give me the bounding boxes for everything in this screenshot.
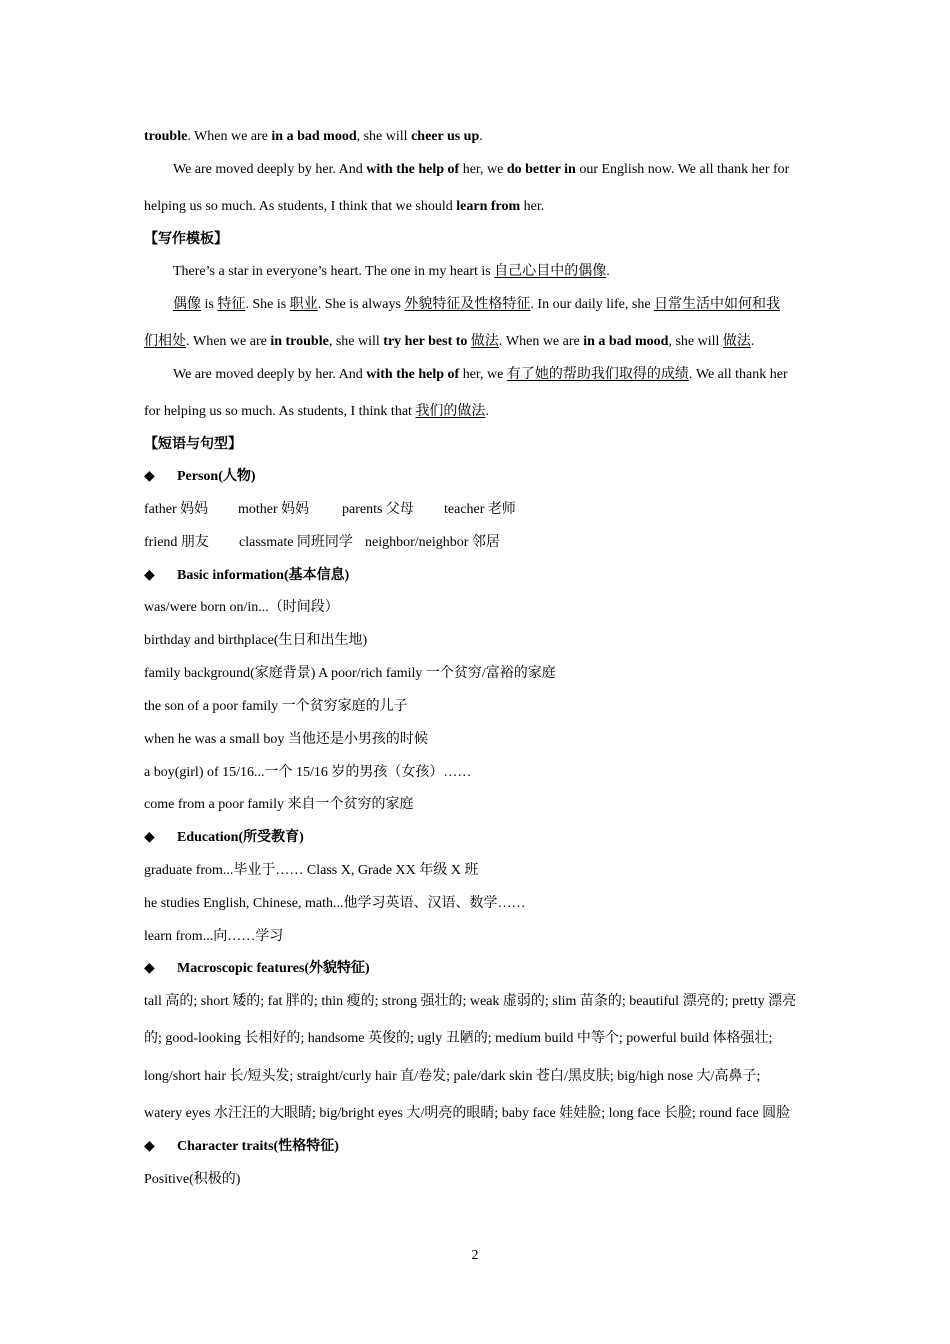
template-line	[144, 333, 810, 351]
template-line	[173, 263, 810, 281]
phrase-line: was/were born on/in...（时间段）	[144, 600, 339, 615]
placeholder-text: 偶像	[173, 297, 201, 312]
phrase-line: come from a poor family 来自一个贫穷的家庭	[144, 797, 414, 812]
text: .	[750, 334, 755, 349]
phrase-line: learn from...向……学习	[144, 929, 284, 944]
subsection-heading-macroscopic	[144, 960, 810, 978]
bold-text: do better in	[506, 162, 576, 177]
text: .	[479, 129, 483, 144]
text: is	[201, 297, 218, 312]
text: . When we are	[187, 129, 272, 144]
diamond-bullet-icon: ◆	[144, 568, 155, 583]
subsection-title: Basic information(基本信息)	[177, 568, 350, 583]
subsection-title: Character traits(性格特征)	[177, 1139, 339, 1154]
placeholder-text: 做法	[470, 334, 499, 349]
phrase-line: graduate from...毕业于…… Class X, Grade XX 年级 X 班	[144, 863, 479, 878]
subsection-title: Person(人物)	[177, 469, 256, 484]
placeholder-text: 特征	[217, 297, 246, 312]
text: . When we are	[498, 334, 584, 349]
phrase-line: the son of a poor family 一个贫穷家庭的儿子	[144, 699, 408, 714]
bold-text: cheer us up	[411, 129, 480, 144]
placeholder-text: 外貌特征及性格特征	[404, 297, 531, 312]
placeholder-text: 自己心目中的偶像	[494, 264, 607, 279]
placeholder-text: 我们的做法	[415, 404, 486, 419]
text: her, we	[459, 367, 507, 382]
phrase-line: when he was a small boy 当他还是小男孩的时候	[144, 732, 428, 747]
text: We are moved deeply by her. And	[173, 162, 367, 177]
phrase-line: he studies English, Chinese, math...他学习英语、汉语、数学……	[144, 896, 526, 911]
template-line	[173, 366, 810, 384]
text: There’s a star in everyone’s heart. The one in my heart is	[173, 264, 495, 279]
section-heading-phrases: 【短语与句型】	[144, 437, 242, 452]
bold-text: in a bad mood	[271, 129, 357, 144]
placeholder-text: 做法	[722, 334, 751, 349]
paragraph-line	[173, 161, 810, 179]
bold-text: in a bad mood	[583, 334, 669, 349]
vocab-item: parents 父母	[342, 502, 414, 517]
text: , she will	[668, 334, 723, 349]
phrase-line: birthday and birthplace(生日和出生地)	[144, 633, 368, 648]
phrase-line: a boy(girl) of 15/16...一个 15/16 岁的男孩（女孩）……	[144, 765, 472, 780]
text: her.	[520, 199, 545, 214]
bold-text: learn from	[456, 199, 521, 214]
text: We are moved deeply by her. And	[173, 367, 367, 382]
page-number: 2	[471, 1248, 479, 1263]
vocab-item: teacher 老师	[444, 502, 516, 517]
placeholder-text: 们相处	[144, 334, 186, 349]
bold-text: in trouble	[270, 334, 329, 349]
vocab-item: mother 妈妈	[238, 502, 310, 517]
text: , she will	[356, 129, 412, 144]
text: , she will	[328, 334, 384, 349]
vocab-item: classmate 同班同学	[239, 535, 353, 550]
diamond-bullet-icon: ◆	[144, 830, 155, 845]
placeholder-text: 有了她的帮助我们取得的成绩	[506, 367, 689, 382]
text: . She is	[245, 297, 290, 312]
text: our English now. We all thank her for	[575, 162, 790, 177]
text: for helping us so much. As students, I think that	[144, 404, 416, 419]
subsection-heading-person	[144, 468, 810, 486]
template-line	[173, 296, 810, 314]
text: . She is always	[317, 297, 405, 312]
text: . We all thank her	[688, 367, 788, 382]
vocab-item: neighbor/neighbor 邻居	[365, 535, 500, 550]
paragraph-line	[144, 198, 810, 216]
subsection-heading-character	[144, 1138, 810, 1156]
text: .	[485, 404, 489, 419]
diamond-bullet-icon: ◆	[144, 961, 155, 976]
subsection-heading-education	[144, 829, 810, 847]
text: her, we	[459, 162, 507, 177]
template-line	[144, 403, 810, 421]
text: . When we are	[186, 334, 271, 349]
phrase-line: tall 高的; short 矮的; fat 胖的; thin 瘦的; strong 强壮的; weak 虚弱的; slim 苗条的; beautiful 漂亮的; pretty 漂亮	[144, 994, 797, 1009]
placeholder-text: 职业	[289, 297, 318, 312]
placeholder-text: 日常生活中如何和我	[654, 297, 781, 312]
subsection-title: Macroscopic features(外貌特征)	[177, 961, 370, 976]
phrase-line: watery eyes 水汪汪的大眼睛; big/bright eyes 大/明亮的眼睛; baby face 娃娃脸; long face 长脸; round face 圆脸	[144, 1106, 791, 1121]
text: helping us so much. As students, I think that we should	[144, 199, 457, 214]
text: . In our daily life, she	[530, 297, 655, 312]
subsection-heading-basic	[144, 567, 810, 585]
bold-text: with the help of	[366, 162, 460, 177]
text: .	[606, 264, 610, 279]
bold-text: trouble	[144, 129, 188, 144]
diamond-bullet-icon: ◆	[144, 1139, 155, 1154]
phrase-line: Positive(积极的)	[144, 1172, 241, 1187]
bold-text: with the help of	[366, 367, 460, 382]
phrase-line: long/short hair 长/短头发; straight/curly hair 直/卷发; pale/dark skin 苍白/黑皮肤; big/high nose 大/高鼻子;	[144, 1069, 761, 1084]
vocab-item: father 妈妈	[144, 502, 209, 517]
vocab-item: friend 朋友	[144, 535, 209, 550]
diamond-bullet-icon: ◆	[144, 469, 155, 484]
subsection-title: Education(所受教育)	[177, 830, 304, 845]
phrase-line: 的; good-looking 长相好的; handsome 英俊的; ugly 丑陋的; medium build 中等个; powerful build 体格强壮;	[144, 1031, 773, 1046]
section-heading-template: 【写作模板】	[144, 232, 228, 247]
bold-text: try her best to	[383, 334, 468, 349]
phrase-line: family background(家庭背景) A poor/rich family 一个贫穷/富裕的家庭	[144, 666, 556, 681]
paragraph-line	[144, 128, 810, 146]
